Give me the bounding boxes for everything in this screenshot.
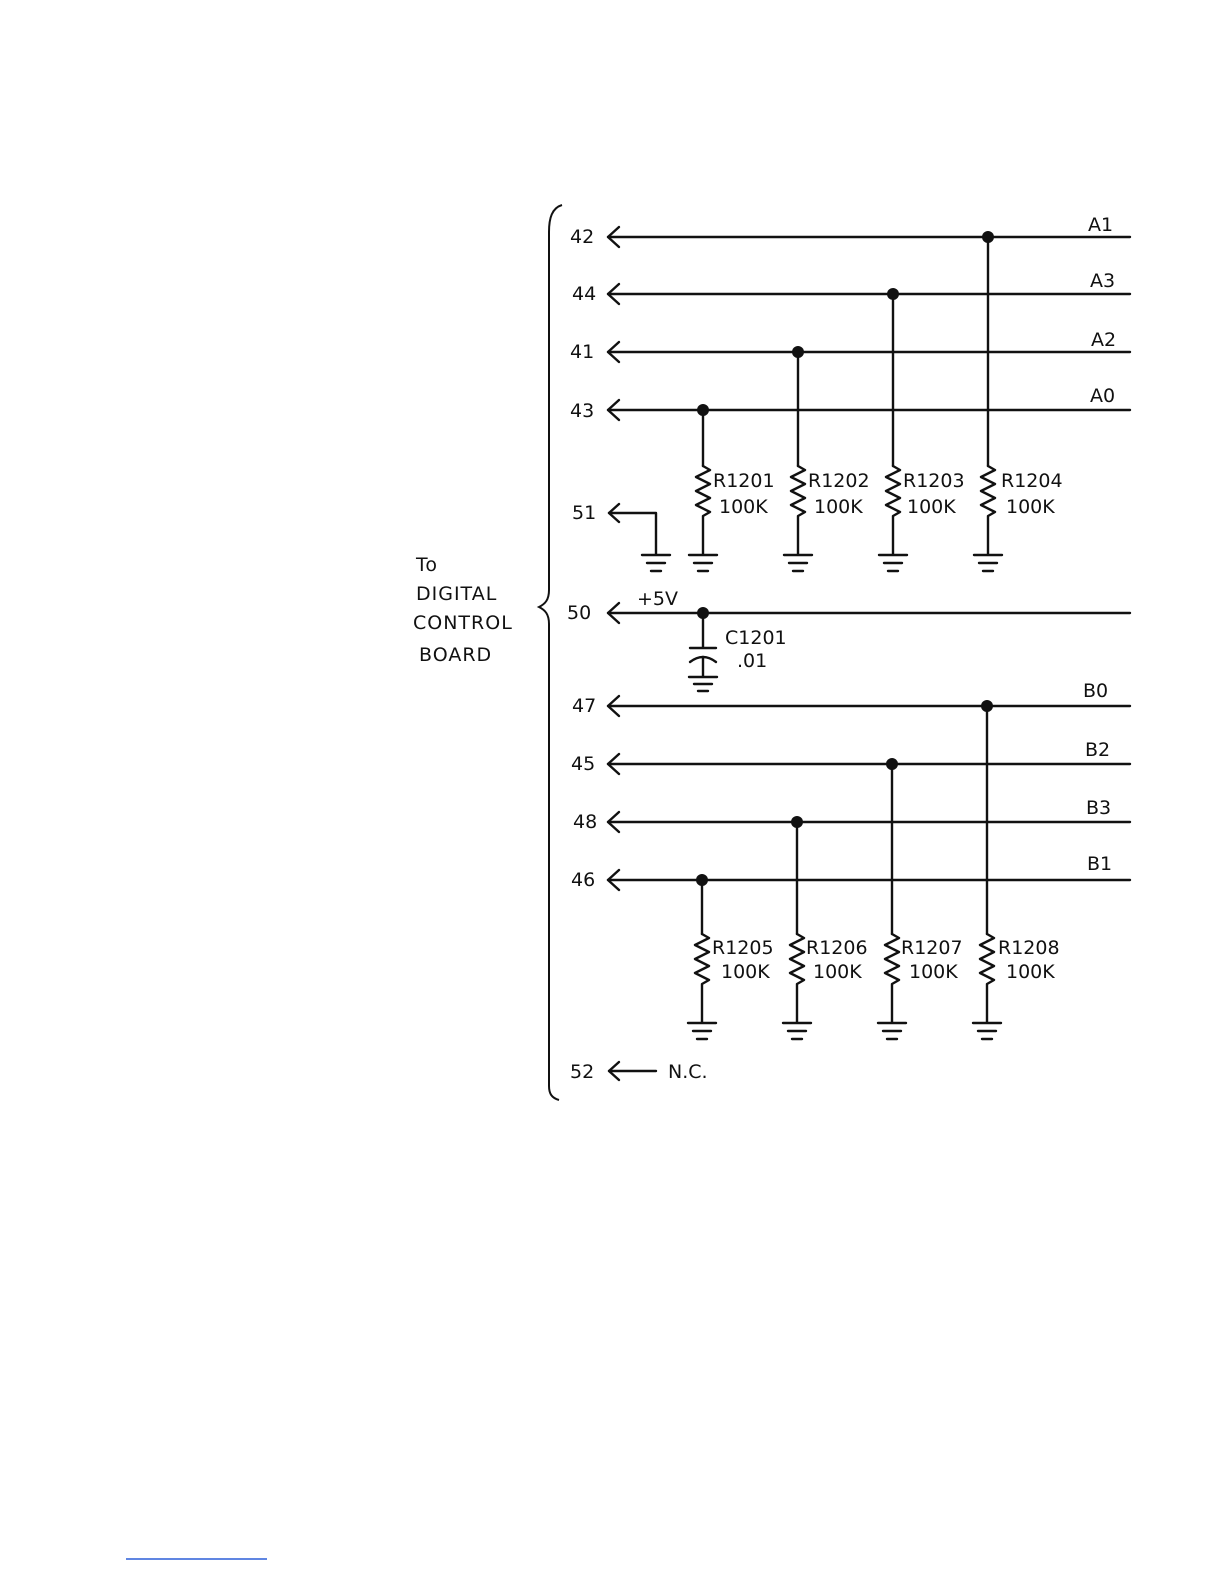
resistor-ref: R1203 xyxy=(903,470,965,492)
ground-symbol xyxy=(973,1023,1001,1039)
capacitor-ref: C1201 xyxy=(725,627,787,649)
resistor-ref: R1202 xyxy=(808,470,870,492)
supply-decoupling xyxy=(637,588,787,691)
resistor-symbol xyxy=(885,934,899,1022)
signal-label: B0 xyxy=(1083,680,1109,702)
ground-symbol xyxy=(642,555,670,571)
resistor-symbol xyxy=(981,466,995,554)
junction-dot xyxy=(982,231,994,243)
junction-dot xyxy=(697,607,709,619)
resistor-symbol xyxy=(790,934,804,1022)
connector-arrows xyxy=(608,227,619,1080)
supply-label: +5V xyxy=(637,588,679,610)
pin-number: 44 xyxy=(572,283,597,305)
pin-number: 47 xyxy=(572,695,597,717)
junction-dot xyxy=(696,874,708,886)
no-connect-label: N.C. xyxy=(668,1061,708,1083)
capacitor-value: .01 xyxy=(737,650,768,672)
side-label-line-3: CONTROL xyxy=(413,612,513,634)
resistor-value: 100K xyxy=(719,496,768,518)
ground-symbol xyxy=(784,555,812,571)
resistor-ref: R1207 xyxy=(901,937,963,959)
resistor-value: 100K xyxy=(814,496,863,518)
signal-label: A0 xyxy=(1090,385,1116,407)
ground-symbol xyxy=(689,677,717,691)
resistor-ref: R1206 xyxy=(806,937,868,959)
ground-symbol xyxy=(688,1023,716,1039)
ground-symbol xyxy=(879,555,907,571)
side-label-line-1: To xyxy=(416,554,439,576)
pin-number: 43 xyxy=(570,400,595,422)
signal-labels xyxy=(1083,214,1116,875)
ground-symbol xyxy=(689,555,717,571)
resistor-ref: R1208 xyxy=(998,937,1060,959)
signal-label: A1 xyxy=(1088,214,1114,236)
signal-label: B1 xyxy=(1087,853,1113,875)
junction-dot xyxy=(887,288,899,300)
pin-number: 45 xyxy=(571,753,596,775)
destination-label xyxy=(413,554,513,666)
side-label-line-2: DIGITAL xyxy=(416,583,498,605)
ground-symbol xyxy=(878,1023,906,1039)
junction-dot xyxy=(981,700,993,712)
resistor-symbol xyxy=(791,466,805,554)
curly-brace xyxy=(539,205,562,1100)
side-label-line-4: BOARD xyxy=(419,644,493,666)
resistor-value: 100K xyxy=(1006,496,1055,518)
signal-label: A3 xyxy=(1090,270,1116,292)
signal-label: A2 xyxy=(1091,329,1117,351)
resistor-symbol xyxy=(696,466,710,554)
pin-number: 52 xyxy=(570,1061,595,1083)
resistor-value: 100K xyxy=(907,496,956,518)
resistor-ref: R1204 xyxy=(1001,470,1063,492)
ground-symbol xyxy=(783,1023,811,1039)
resistor-value: 100K xyxy=(1006,961,1055,983)
resistor-symbol xyxy=(980,934,994,1022)
resistor-value: 100K xyxy=(813,961,862,983)
ground-symbol xyxy=(974,555,1002,571)
junction-dot xyxy=(886,758,898,770)
resistor-value: 100K xyxy=(721,961,770,983)
resistor-bank-b xyxy=(688,700,1060,1039)
junction-dot xyxy=(697,404,709,416)
resistor-ref: R1201 xyxy=(713,470,775,492)
pin-number: 42 xyxy=(570,226,595,248)
junction-dot xyxy=(792,346,804,358)
resistor-symbol xyxy=(695,934,709,1022)
connector-pins xyxy=(567,226,597,1083)
pin-number: 41 xyxy=(570,341,595,363)
signal-label: B2 xyxy=(1085,739,1111,761)
pin-number: 50 xyxy=(567,602,592,624)
pin-number: 48 xyxy=(573,811,598,833)
junction-dot xyxy=(791,816,803,828)
pin-number: 46 xyxy=(571,869,596,891)
resistor-bank-a xyxy=(689,231,1063,571)
resistor-symbol xyxy=(886,466,900,554)
signal-label: B3 xyxy=(1086,797,1112,819)
pin-number: 51 xyxy=(572,502,597,524)
resistor-value: 100K xyxy=(909,961,958,983)
resistor-ref: R1205 xyxy=(712,937,774,959)
